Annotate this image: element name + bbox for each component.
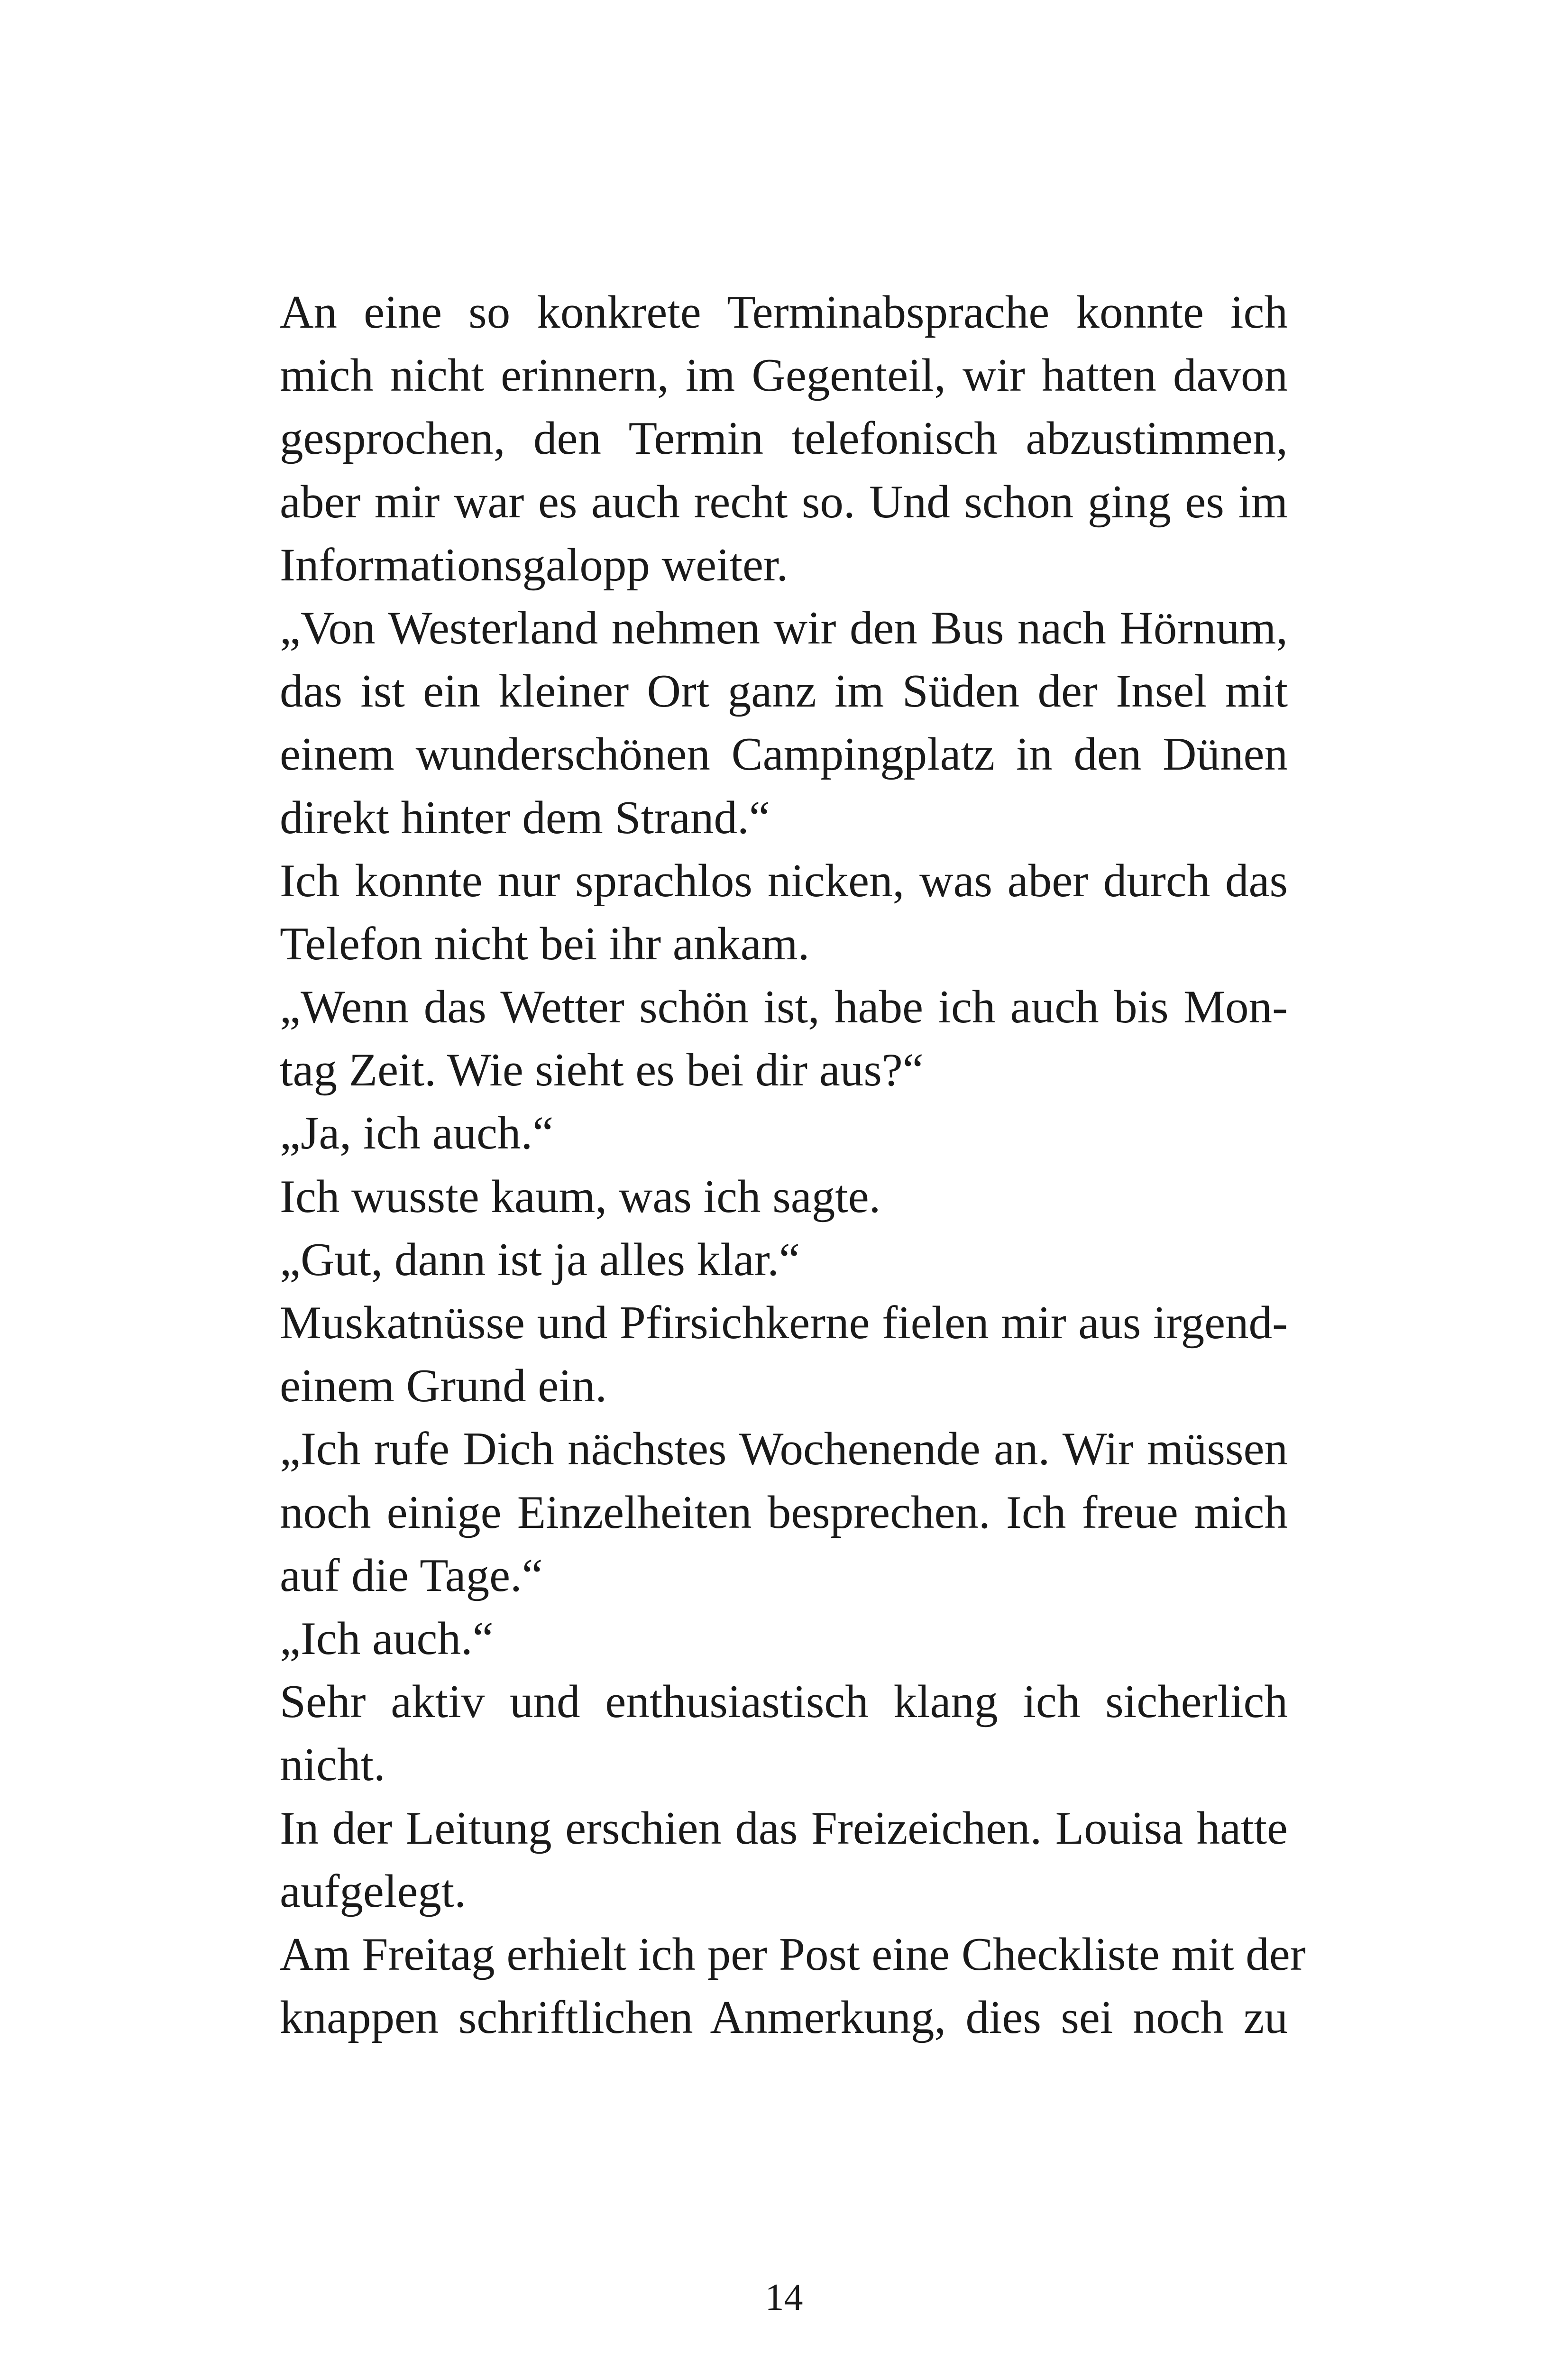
text-line: Telefon nicht bei ihr ankam. [280, 918, 810, 970]
text-line: noch einige Einzelheiten besprechen. Ich freue mich [280, 1486, 1288, 1538]
text-line: „Ich auch.“ [280, 1612, 494, 1664]
text-line: Ich wusste kaum, was ich sagte. [280, 1170, 881, 1222]
text-line: An eine so konkrete Terminabsprache konnte ich [280, 286, 1288, 338]
text-line: mich nicht erinnern, im Gegenteil, wir hatten davon [280, 349, 1288, 402]
text-line: knappen schriftlichen Anmerkung, dies sei noch zu [280, 1992, 1288, 2044]
text-line: „Von Westerland nehmen wir den Bus nach Hörnum, [280, 602, 1288, 654]
text-line: aber mir war es auch recht so. Und schon ging es im [280, 476, 1288, 528]
text-line: Ich konnte nur sprachlos nicken, was aber durch das [280, 855, 1288, 907]
text-line: einem Grund ein. [280, 1360, 607, 1412]
text-line: „Gut, dann ist ja alles klar.“ [280, 1233, 800, 1286]
text-line: direkt hinter dem Strand.“ [280, 791, 770, 844]
text-line: Am Freitag erhielt ich per Post eine Checkliste mit der [280, 1928, 1306, 1980]
page-body [280, 281, 1306, 2049]
text-line: aufgelegt. [280, 1865, 467, 1917]
text-line: auf die Tage.“ [280, 1549, 543, 1601]
text-line: Sehr aktiv und enthusiastisch klang ich sicherlich [280, 1676, 1288, 1728]
text-line: Muskatnüsse und Pfirsichkerne fielen mir aus irgend- [280, 1297, 1288, 1349]
text-line: einem wunderschönen Campingplatz in den Dünen [280, 728, 1288, 781]
text-line: „Ja, ich auch.“ [280, 1107, 554, 1159]
text-line: das ist ein kleiner Ort ganz im Süden der Insel mit [280, 665, 1288, 717]
text-line: „Ich rufe Dich nächstes Wochenende an. Wir müssen [280, 1423, 1288, 1475]
text-line: In der Leitung erschien das Freizeichen. Louisa hatte [280, 1802, 1288, 1854]
text-line: „Wenn das Wetter schön ist, habe ich auch bis Mon- [280, 981, 1288, 1033]
text-line: nicht. [280, 1739, 385, 1791]
text-line: Informationsgalopp weiter. [280, 539, 789, 591]
text-line: tag Zeit. Wie sieht es bei dir aus?“ [280, 1044, 924, 1096]
text-line: gesprochen, den Termin telefonisch abzustimmen, [280, 413, 1288, 465]
page-number: 14 [765, 2277, 803, 2318]
